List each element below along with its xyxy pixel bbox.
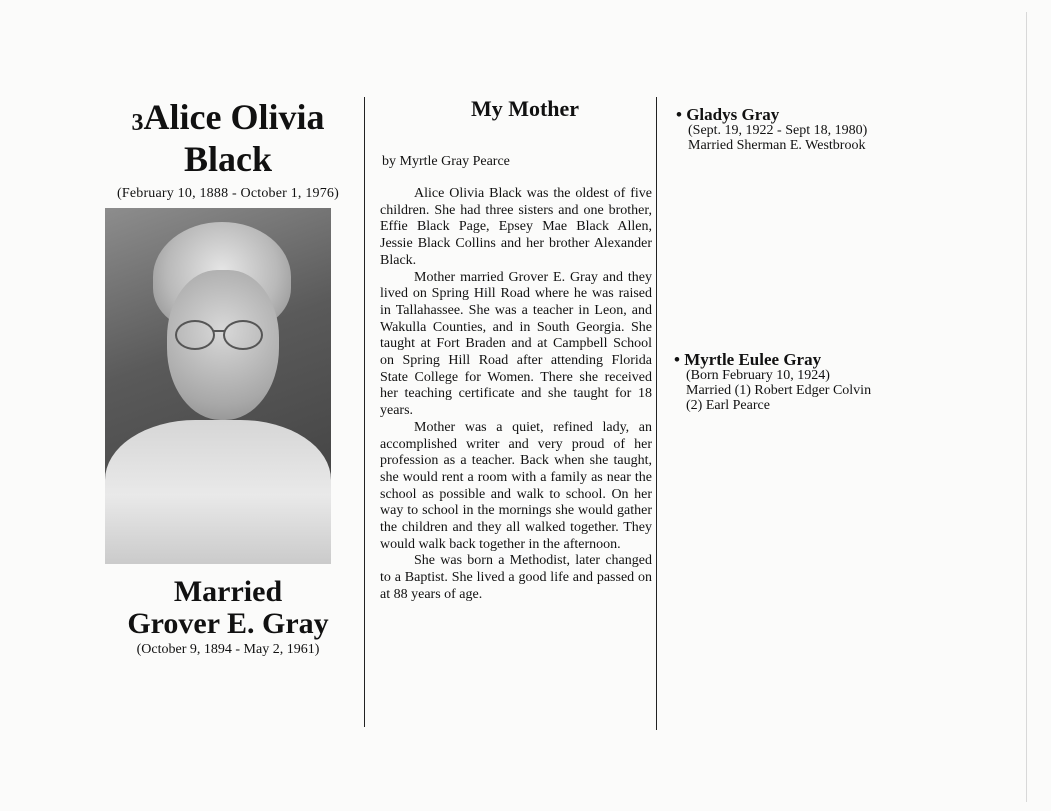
- article: [378, 96, 652, 604]
- article-paragraph: Mother married Grover E. Gray and they lived on Spring Hill Road where he was raised in Tallahassee. She was a teacher in Leon, and Wakulla Counties, and in South Georgia. She taught at Fort Braden and at Campbell School on Spring Hill Road after attending Florida State College for Women. There she received her teaching certificate and she taught for 18 years.: [380, 269, 652, 419]
- person-header: [92, 96, 364, 202]
- photo-glasses-left: [175, 320, 215, 350]
- child-marriage: Married (1) Robert Edger Colvin: [686, 383, 872, 398]
- spouse-block: [92, 576, 364, 658]
- child-name: • Myrtle Eulee Gray: [674, 350, 822, 369]
- article-title: My Mother: [470, 96, 580, 121]
- child-dates: (Born February 10, 1924): [686, 368, 830, 383]
- binder-edge: [1026, 12, 1031, 802]
- person-name-line2: Black: [183, 139, 272, 179]
- column-divider-right: [656, 97, 657, 730]
- person-name: [92, 96, 364, 180]
- child-name: • Gladys Gray: [676, 105, 780, 124]
- child-marriage-2: (2) Earl Pearce: [686, 398, 770, 413]
- column-divider-left: [364, 97, 365, 727]
- article-byline: by Myrtle Gray Pearce: [382, 154, 510, 169]
- spouse-name: Grover E. Gray: [127, 607, 329, 640]
- photo-dress: [105, 420, 331, 564]
- article-body: [380, 186, 652, 604]
- portrait-photo: [105, 208, 331, 564]
- spouse-dates: (October 9, 1894 - May 2, 1961): [136, 642, 320, 657]
- child-marriage: Married Sherman E. Westbrook: [688, 138, 866, 153]
- married-label: Married: [173, 575, 283, 608]
- child-entry: [674, 351, 871, 413]
- photo-glasses-bridge: [213, 330, 225, 332]
- person-name-line1: Alice Olivia: [143, 97, 325, 137]
- generation-number: 3: [131, 110, 144, 136]
- photo-glasses-right: [223, 320, 263, 350]
- child-dates: (Sept. 19, 1922 - Sept 18, 1980): [688, 123, 868, 138]
- article-paragraph: Mother was a quiet, refined lady, an accomplished writer and very proud of her profession as a teacher. Back when she taught, she would rent a room with a family as near the school as possible and walk to school. On her way to school in the mornings she would gather the children and they all walked together. They would walk back together in the afternoon.: [380, 419, 652, 552]
- article-paragraph: She was born a Methodist, later changed to a Baptist. She lived a good life and passed on at 88 years of age.: [380, 553, 652, 602]
- child-entry: [676, 106, 867, 153]
- person-dates: (February 10, 1888 - October 1, 1976): [116, 186, 339, 201]
- article-paragraph: Alice Olivia Black was the oldest of five children. She had three sisters and one brother, Effie Black Page, Epsey Mae Black Allen, Jessie Black Collins and her brother Alexander Black.: [380, 186, 652, 268]
